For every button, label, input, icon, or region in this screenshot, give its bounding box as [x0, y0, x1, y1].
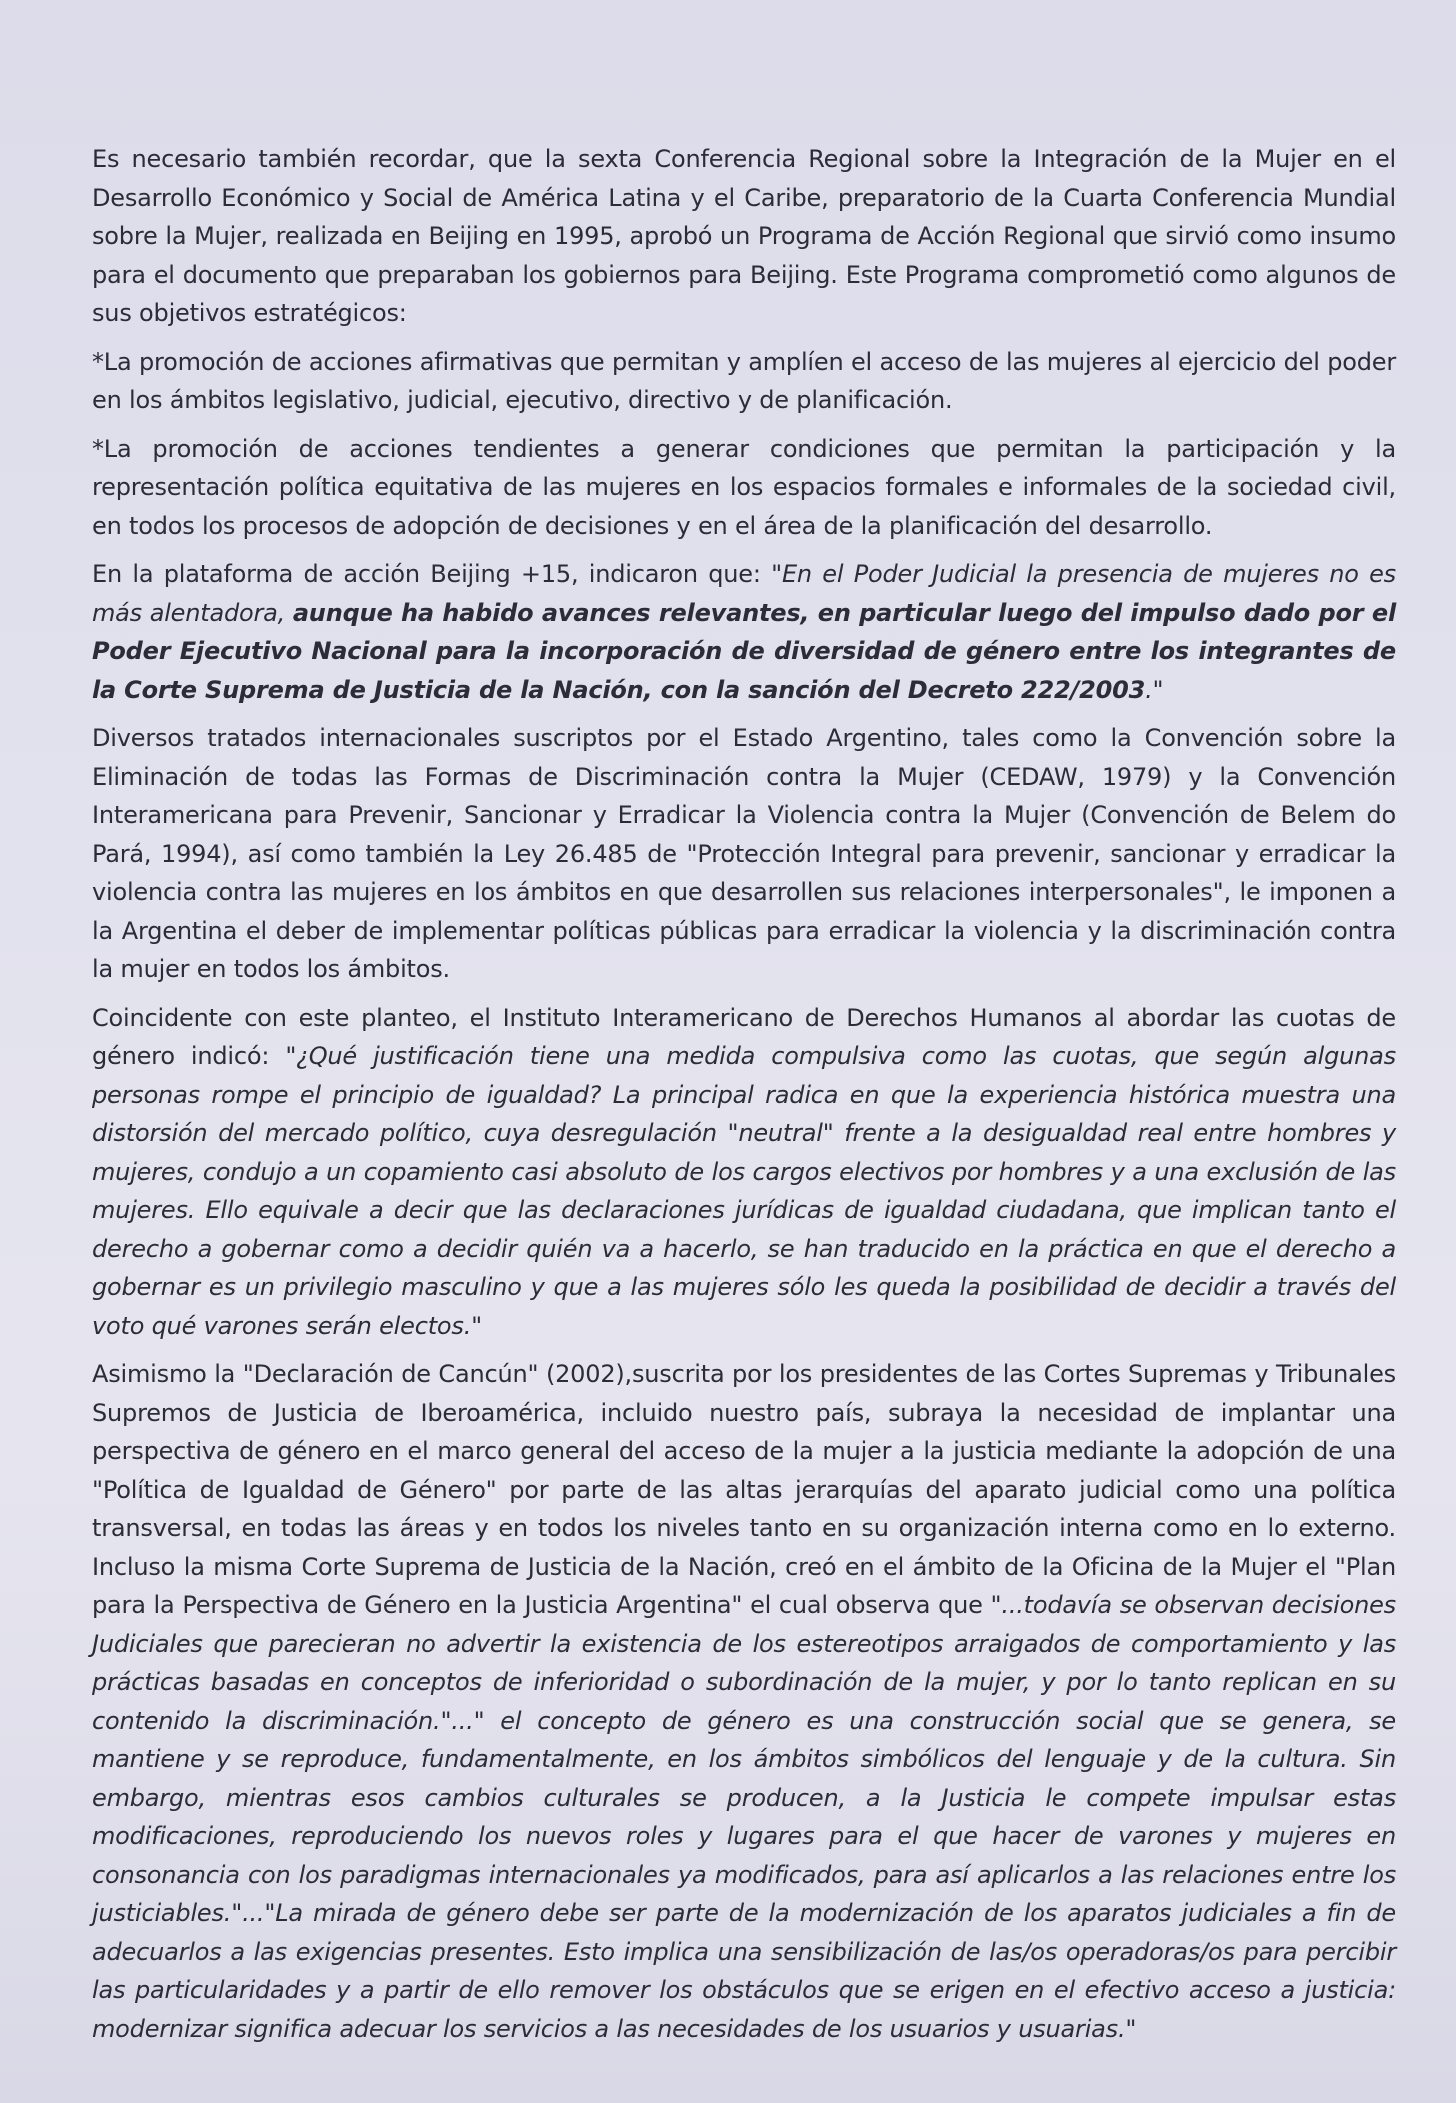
- paragraph-text: Diversos tratados internacionales suscriptos por el Estado Argentino, tales como la Convención sobre la Eliminación de todas las Formas de Discriminación contra la Mujer (CEDAW, 1979) y la Convención Interamericana para Prevenir, Sancionar y Erradicar la Violencia contra la Mujer (Convención de Belem do Pará, 1994), así como también la Ley 26.485 de "Protección Integral para prevenir, sancionar y erradicar la violencia contra las mujeres en los ámbitos en que desarrollen sus relaciones interpersonales", le imponen a la Argentina el deber de implementar políticas públicas para erradicar la violencia y la discriminación contra la mujer en todos los ámbitos.: [92, 724, 1396, 983]
- quote-cuotas: "¿Qué justificación tiene una medida compulsiva como las cuotas, que según algunas personas rompe el principio de igualdad? La principal radica en que la experiencia histórica muestra una distorsión del mercado político, cuya desregulación "neutral" frente a la desigualdad real entre hombres y mujeres, condujo a un copamiento casi absoluto de los cargos electivos por hombres y a una exclusión de las mujeres. Ello equivale a decir que las declaraciones jurídicas de igualdad ciudadana, que implican tanto el derecho a gobernar como a decidir quién va a hacerlo, se han traducido en la práctica en que el derecho a gobernar es un privilegio masculino y que a las mujeres sólo les queda la posibilidad de decidir a través del voto qué varones serán electos.": [92, 1042, 1396, 1340]
- paragraph-text: *La promoción de acciones afirmativas que permitan y amplíen el acceso de las mujeres al ejercicio del poder en los ámbitos legislativo, judicial, ejecutivo, directivo y de planificación.: [92, 347, 1396, 414]
- paragraph-declaracion-cancun: [92, 1355, 1396, 2048]
- paragraph-text: Es necesario también recordar, que la sexta Conferencia Regional sobre la Integración de la Mujer en el Desarrollo Económico y Social de América Latina y el Caribe, preparatorio de la Cuarta Conferencia Mundial sobre la Mujer, realizada en Beijing en 1995, aprobó un Programa de Acción Regional que sirvió como insumo para el documento que preparaban los gobiernos para Beijing. Este Programa comprometió como algunos de sus objetivos estratégicos:: [92, 145, 1396, 327]
- quote-end: .": [1145, 675, 1164, 704]
- quote-italic: "En el Poder Judicial la presencia de mujeres no es más alentadora,: [92, 560, 1396, 627]
- paragraph-text: *La promoción de acciones tendientes a generar condiciones que permitan la participación y la representación política equitativa de las mujeres en los espacios formales e informales de la sociedad civil, en todos los procesos de adopción de decisiones y en el área de la planificación del desarrollo.: [92, 434, 1396, 540]
- paragraph-instituto-interamericano: [92, 999, 1396, 1346]
- quote-bold-italic: aunque ha habido avances relevantes, en particular luego del impulso dado por el Poder Ejecutivo Nacional para la incorporación de diversidad de género entre los integrantes de la Corte Suprema de Justicia de la Nación, con la sanción del Decreto 222/2003: [92, 598, 1396, 704]
- paragraph-conferencia-regional: [92, 140, 1396, 333]
- paragraph-objetivo-participacion: [92, 430, 1396, 546]
- document-page: [92, 140, 1396, 2043]
- paragraph-intro: En la plataforma de acción Beijing +15, indicaron que:: [92, 560, 772, 588]
- paragraph-intro: Asimismo la "Declaración de Cancún" (2002),suscrita por los presidentes de las Cortes Supremas y Tribunales Supremos de Justicia de Iberoamérica, incluido nuestro país, subraya la necesidad de implantar una perspectiva de género en el marco general del acceso de la mujer a la justicia mediante la adopción de una "Política de Igualdad de Género" por parte de las altas jerarquías del aparato judicial como una política transversal, en todas las áreas y en todos los niveles tanto en su organización interna como en lo externo. Incluso la misma Corte Suprema de Justicia de la Nación, creó en el ámbito de la Oficina de la Mujer el "Plan para la Perspectiva de Género en la Justicia Argentina" el cual observa que: [92, 1360, 1396, 1619]
- paragraph-beijing-15: [92, 555, 1396, 709]
- quote-plan-perspectiva-genero: "...todavía se observan decisiones Judiciales que parecieran no advertir la existencia de los estereotipos arraigados de comportamiento y las prácticas basadas en conceptos de inferioridad o subordinación de la mujer, y por lo tanto replican en su contenido la discriminación."..." el concepto de género es una construcción social que se genera, se mantiene y se reproduce, fundamentalmente, en los ámbitos simbólicos del lenguaje y de la cultura. Sin embargo, mientras esos cambios culturales se producen, a la Justicia le compete impulsar estas modificaciones, reproduciendo los nuevos roles y lugares para el que hacer de varones y mujeres en consonancia con los paradigmas internacionales ya modificados, para así aplicarlos a las relaciones entre los justiciables."..."La mirada de género debe ser parte de la modernización de los aparatos judiciales a fin de adecuarlos a las exigencias presentes. Esto implica una sensibilización de las/os operadoras/os para percibir las particularidades y a partir de ello remover los obstáculos que se erigen en el efectivo acceso a justicia: modernizar significa adecuar los servicios a las necesidades de los usuarios y usuarias.": [92, 1591, 1396, 2043]
- paragraph-objetivo-acciones-afirmativas: [92, 343, 1396, 420]
- paragraph-intro: Coincidente con este planteo, el Instituto Interamericano de Derechos Humanos al abordar las cuotas de género indicó:: [92, 1003, 1396, 1070]
- paragraph-tratados-internacionales: [92, 719, 1396, 989]
